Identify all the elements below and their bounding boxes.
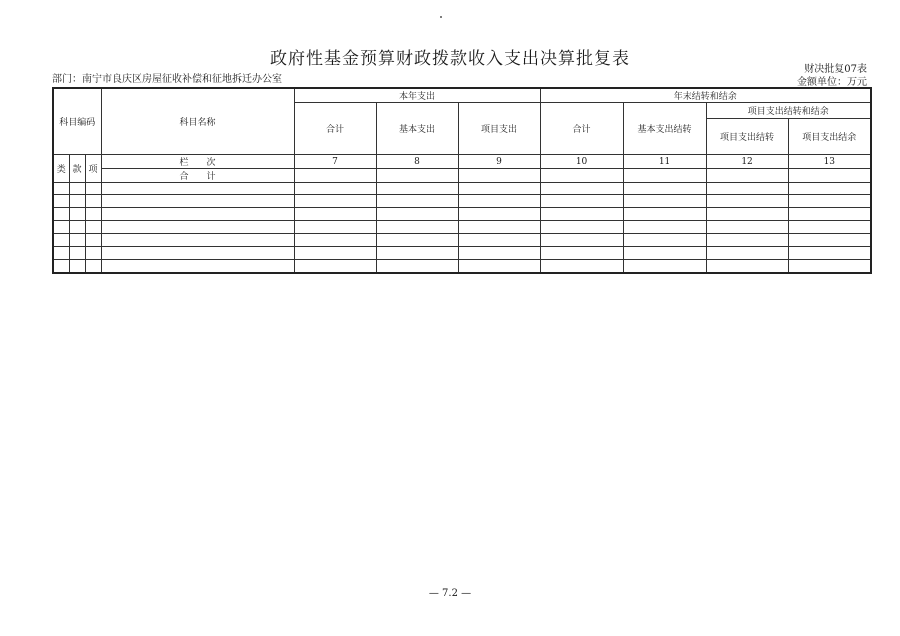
col-num-12: 12: [706, 155, 788, 169]
table-cell: [53, 221, 69, 234]
table-cell: [788, 208, 871, 221]
document-title: 政府性基金预算财政拨款收入支出决算批复表: [270, 49, 630, 69]
table-cell: [788, 247, 871, 260]
table-cell: [706, 260, 788, 273]
total-label: 合 计: [101, 169, 294, 183]
table-row: [53, 221, 871, 234]
table-cell: [623, 260, 706, 273]
table-cell: [85, 221, 101, 234]
table-cell: [69, 195, 85, 208]
col-num-8: 8: [376, 155, 458, 169]
col-num-13: 13: [788, 155, 871, 169]
col-num-7: 7: [294, 155, 376, 169]
table-cell: [376, 208, 458, 221]
col-num-10: 10: [540, 155, 623, 169]
code-xiang: 项: [85, 155, 101, 183]
header-proj-carry: 项目支出结转: [706, 119, 788, 155]
table-cell: [294, 260, 376, 273]
table-cell: [53, 183, 69, 195]
table-cell: [101, 221, 294, 234]
table-cell: [101, 247, 294, 260]
table-cell: [69, 234, 85, 247]
code-kuan: 款: [69, 155, 85, 183]
table-cell: [706, 221, 788, 234]
table-cell: [101, 195, 294, 208]
table-cell: [53, 234, 69, 247]
col-num-9: 9: [458, 155, 540, 169]
budget-table: [52, 87, 872, 274]
table-cell: [706, 234, 788, 247]
table-row: [53, 260, 871, 273]
table-cell: [69, 221, 85, 234]
table-cell: [458, 195, 540, 208]
amount-unit: 金额单位：万元: [797, 77, 867, 88]
page-number: — 7.2 —: [428, 588, 472, 599]
table-cell: [623, 183, 706, 195]
header-ye-basic: 基本支出结转: [623, 103, 706, 155]
table-cell: [85, 234, 101, 247]
table-row: [53, 208, 871, 221]
table-cell: [294, 183, 376, 195]
table-cell: [788, 221, 871, 234]
table-cell: [85, 195, 101, 208]
table-cell: [53, 208, 69, 221]
table-cell: [788, 260, 871, 273]
table-cell: [53, 195, 69, 208]
table-cell: [540, 169, 623, 183]
table-cell: [376, 247, 458, 260]
table-cell: [85, 260, 101, 273]
table-cell: [53, 260, 69, 273]
table-cell: [623, 208, 706, 221]
table-cell: [706, 247, 788, 260]
table-cell: [623, 169, 706, 183]
table-cell: [788, 169, 871, 183]
header-current-total: 合计: [294, 103, 376, 155]
code-lei: 类: [53, 155, 69, 183]
table-cell: [540, 183, 623, 195]
column-index-label: 栏 次: [101, 155, 294, 169]
table-cell: [540, 247, 623, 260]
table-cell: [85, 183, 101, 195]
table-cell: [69, 208, 85, 221]
table-cell: [623, 234, 706, 247]
table-cell: [376, 169, 458, 183]
table-cell: [294, 221, 376, 234]
table-cell: [458, 234, 540, 247]
table-cell: [540, 234, 623, 247]
table-cell: [85, 208, 101, 221]
table-cell: [85, 247, 101, 260]
table-cell: [623, 247, 706, 260]
header-subject-code: 科目编码: [53, 88, 101, 155]
table-row: [53, 247, 871, 260]
table-cell: [376, 183, 458, 195]
header-year-end: 年末结转和结余: [540, 88, 871, 103]
table-cell: [69, 183, 85, 195]
header-row-1: [53, 88, 871, 103]
table-cell: [294, 169, 376, 183]
table-cell: [540, 195, 623, 208]
table-cell: [294, 247, 376, 260]
header-current-project: 项目支出: [458, 103, 540, 155]
table-cell: [376, 234, 458, 247]
table-cell: [458, 260, 540, 273]
table-cell: [458, 247, 540, 260]
department-label: 部门：南宁市良庆区房屋征收补偿和征地拆迁办公室: [52, 74, 282, 85]
table-cell: [376, 260, 458, 273]
table-cell: [623, 195, 706, 208]
table-cell: [623, 221, 706, 234]
header-project-group: 项目支出结转和结余: [706, 103, 871, 119]
column-index-row: [53, 155, 871, 169]
form-code: 财决批复07表: [804, 64, 867, 75]
header-proj-balance: 项目支出结余: [788, 119, 871, 155]
table-cell: [788, 234, 871, 247]
table-cell: [540, 221, 623, 234]
header-current-basic: 基本支出: [376, 103, 458, 155]
table-cell: [101, 208, 294, 221]
table-cell: [458, 169, 540, 183]
table-cell: [69, 247, 85, 260]
header-ye-total: 合计: [540, 103, 623, 155]
table-cell: [458, 221, 540, 234]
table-cell: [53, 247, 69, 260]
table-cell: [294, 208, 376, 221]
table-cell: [69, 260, 85, 273]
table-row: [53, 195, 871, 208]
table-row: [53, 183, 871, 195]
table-cell: [101, 234, 294, 247]
table-cell: [376, 221, 458, 234]
table-cell: [788, 183, 871, 195]
table-cell: [540, 260, 623, 273]
total-row: [53, 169, 871, 183]
table-cell: [458, 183, 540, 195]
table-cell: [706, 195, 788, 208]
table-cell: [788, 195, 871, 208]
header-subject-name: 科目名称: [101, 88, 294, 155]
table-cell: [376, 195, 458, 208]
table-cell: [540, 208, 623, 221]
table-cell: [706, 208, 788, 221]
table-cell: [706, 183, 788, 195]
col-num-11: 11: [623, 155, 706, 169]
scan-speck: [440, 16, 442, 18]
table-cell: [294, 234, 376, 247]
table-cell: [101, 260, 294, 273]
table-row: [53, 234, 871, 247]
table-cell: [706, 169, 788, 183]
table-cell: [458, 208, 540, 221]
table-cell: [101, 183, 294, 195]
header-current-expenditure: 本年支出: [294, 88, 540, 103]
table-cell: [294, 195, 376, 208]
